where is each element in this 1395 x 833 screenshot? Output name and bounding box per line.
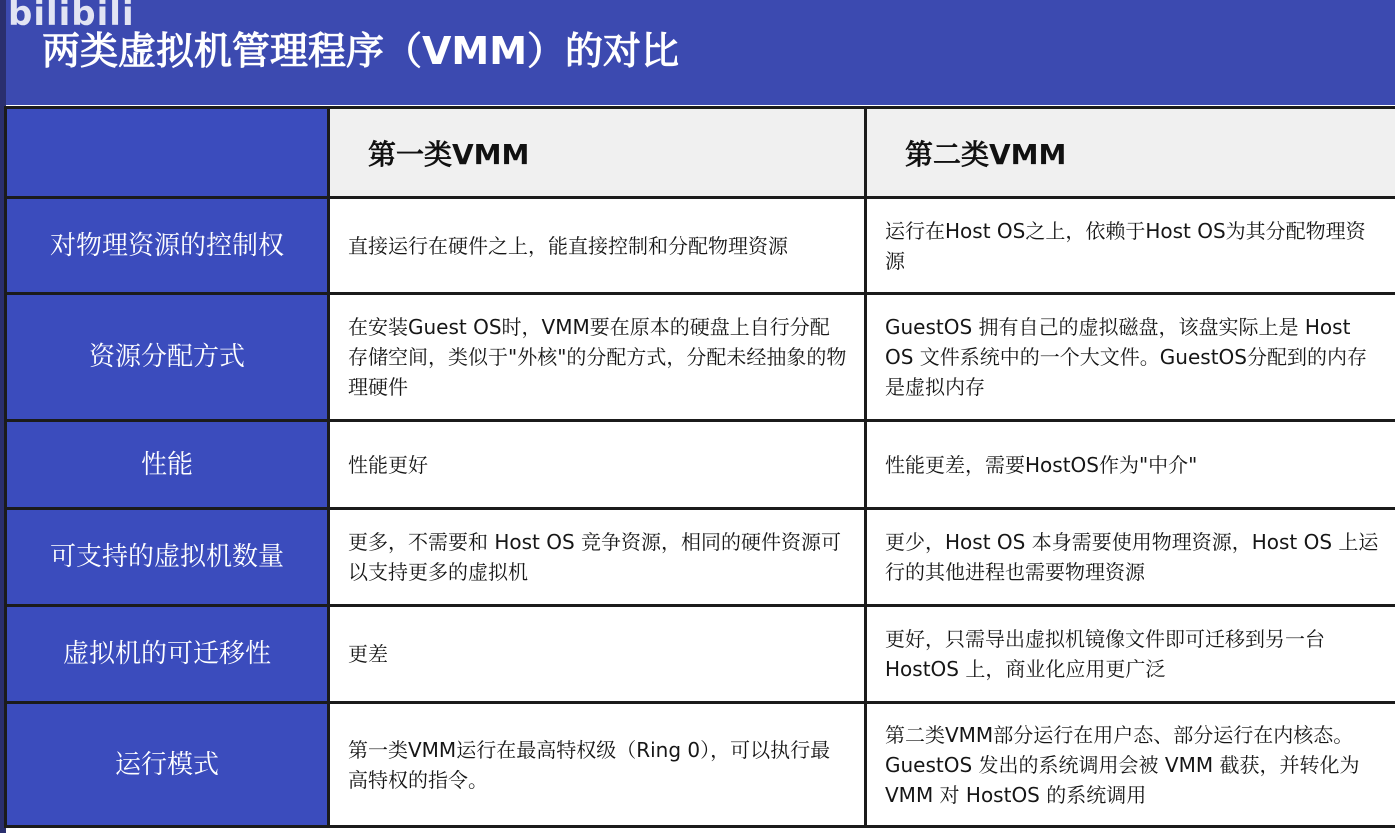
row-label: 虚拟机的可迁移性	[6, 606, 329, 703]
bilibili-logo: bilibili	[8, 0, 135, 34]
table-row	[6, 421, 1395, 509]
type2-cell: 运行在Host OS之上，依赖于Host OS为其分配物理资源	[866, 198, 1395, 294]
row-label: 资源分配方式	[6, 294, 329, 421]
page-title: 两类虚拟机管理程序（VMM）的对比	[42, 29, 680, 73]
title-bar	[0, 0, 1395, 105]
row-label: 运行模式	[6, 703, 329, 827]
type2-cell: 更好，只需导出虚拟机镜像文件即可迁移到另一台 HostOS 上，商业化应用更广泛	[866, 606, 1395, 703]
type1-cell: 直接运行在硬件之上，能直接控制和分配物理资源	[329, 198, 866, 294]
type1-cell: 在安装Guest OS时，VMM要在原本的硬盘上自行分配存储空间，类似于"外核"的分配方式，分配未经抽象的物理硬件	[329, 294, 866, 421]
table-header-row	[6, 108, 1395, 198]
row-label: 对物理资源的控制权	[6, 198, 329, 294]
type1-cell: 更差	[329, 606, 866, 703]
comparison-table	[4, 106, 1395, 828]
col-head-type1: 第一类VMM	[329, 108, 866, 198]
type2-cell: GuestOS 拥有自己的虚拟磁盘，该盘实际上是 Host OS 文件系统中的一个大文件。GuestOS分配到的内存是虚拟内存	[866, 294, 1395, 421]
row-label: 可支持的虚拟机数量	[6, 509, 329, 606]
type2-cell: 第二类VMM部分运行在用户态、部分运行在内核态。GuestOS 发出的系统调用会被 VMM 截获，并转化为 VMM 对 HostOS 的系统调用	[866, 703, 1395, 827]
type1-cell: 第一类VMM运行在最高特权级（Ring 0），可以执行最高特权的指令。	[329, 703, 866, 827]
col-head-type2: 第二类VMM	[866, 108, 1395, 198]
table-row	[6, 294, 1395, 421]
type1-cell: 更多，不需要和 Host OS 竞争资源，相同的硬件资源可以支持更多的虚拟机	[329, 509, 866, 606]
table-row	[6, 509, 1395, 606]
table-row	[6, 606, 1395, 703]
table-row	[6, 198, 1395, 294]
type2-cell: 性能更差，需要HostOS作为"中介"	[866, 421, 1395, 509]
table-row	[6, 703, 1395, 827]
header-corner	[6, 108, 329, 198]
type1-cell: 性能更好	[329, 421, 866, 509]
row-label: 性能	[6, 421, 329, 509]
type2-cell: 更少，Host OS 本身需要使用物理资源，Host OS 上运行的其他进程也需要物理资源	[866, 509, 1395, 606]
